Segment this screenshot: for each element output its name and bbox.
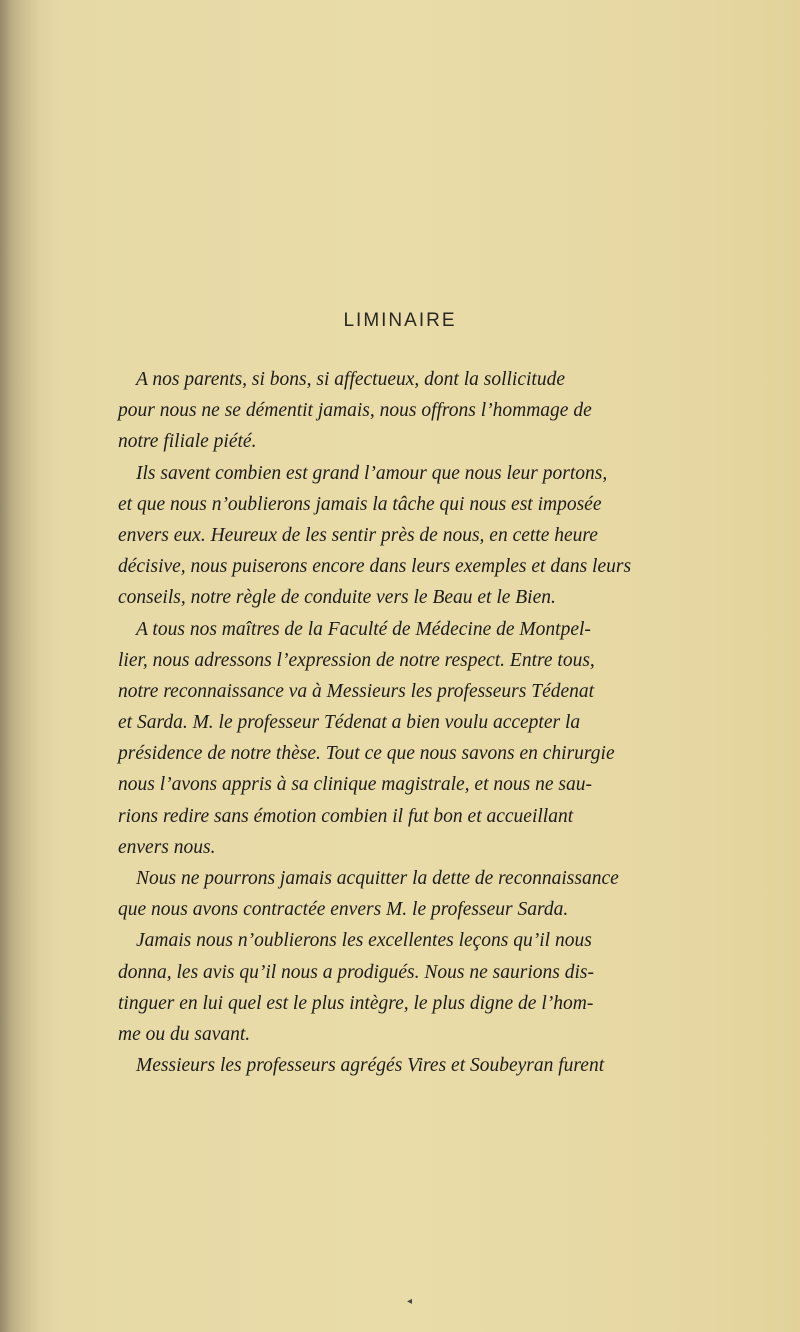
text-line: que nous avons contractée envers M. le professeur Sarda.	[118, 899, 569, 921]
body-text	[118, 364, 718, 1081]
page-binding-edge	[0, 0, 40, 1332]
text-line: A tous nos maîtres de la Faculté de Médecine de Montpel-	[136, 618, 591, 640]
text-line: notre reconnaissance va à Messieurs les professeurs Tédenat	[118, 680, 595, 702]
text-line: pour nous ne se démentit jamais, nous offrons l’hommage de	[118, 400, 592, 422]
page-marker-glyph: ◂	[407, 1296, 413, 1307]
text-line: Ils savent combien est grand l’amour que nous leur portons,	[136, 462, 608, 484]
text-line: et Sarda. M. le professeur Tédenat a bien voulu accepter la	[118, 712, 581, 734]
text-line: Nous ne pourrons jamais acquitter la dette de reconnaissance	[136, 868, 619, 889]
text-line: donna, les avis qu’il nous a prodigués. Nous ne saurions dis-	[118, 961, 594, 983]
text-line: lier, nous adressons l’expression de notre respect. Entre tous,	[118, 649, 595, 671]
page-title: LIMINAIRE	[343, 310, 457, 331]
text-line: conseils, notre règle de conduite vers le Beau et le Bien.	[118, 587, 556, 609]
text-line: nous l’avons appris à sa clinique magistrale, et nous ne sau-	[118, 774, 592, 796]
text-line: Jamais nous n’oublierons les excellentes leçons qu’il nous	[136, 930, 592, 952]
text-line: présidence de notre thèse. Tout ce que nous savons en chirurgie	[118, 743, 615, 765]
text-line: et que nous n’oublierons jamais la tâche qui nous est imposée	[118, 493, 602, 515]
text-line: envers eux. Heureux de les sentir près de nous, en cette heure	[118, 524, 598, 546]
text-line: notre filiale piété.	[118, 431, 257, 453]
text-line: rions redire sans émotion combien il fut bon et accueillant	[118, 805, 574, 827]
text-line: tinguer en lui quel est le plus intègre, le plus digne de l’hom-	[118, 992, 594, 1014]
text-line: me ou du savant.	[118, 1023, 251, 1045]
text-line: décisive, nous puiserons encore dans leurs exemples et dans leurs	[118, 556, 632, 578]
text-line: envers nous.	[118, 836, 216, 858]
text-line: Messieurs les professeurs agrégés Vires et Soubeyran furent	[136, 1055, 605, 1077]
text-line: A nos parents, si bons, si affectueux, dont la sollicitude	[136, 369, 565, 390]
